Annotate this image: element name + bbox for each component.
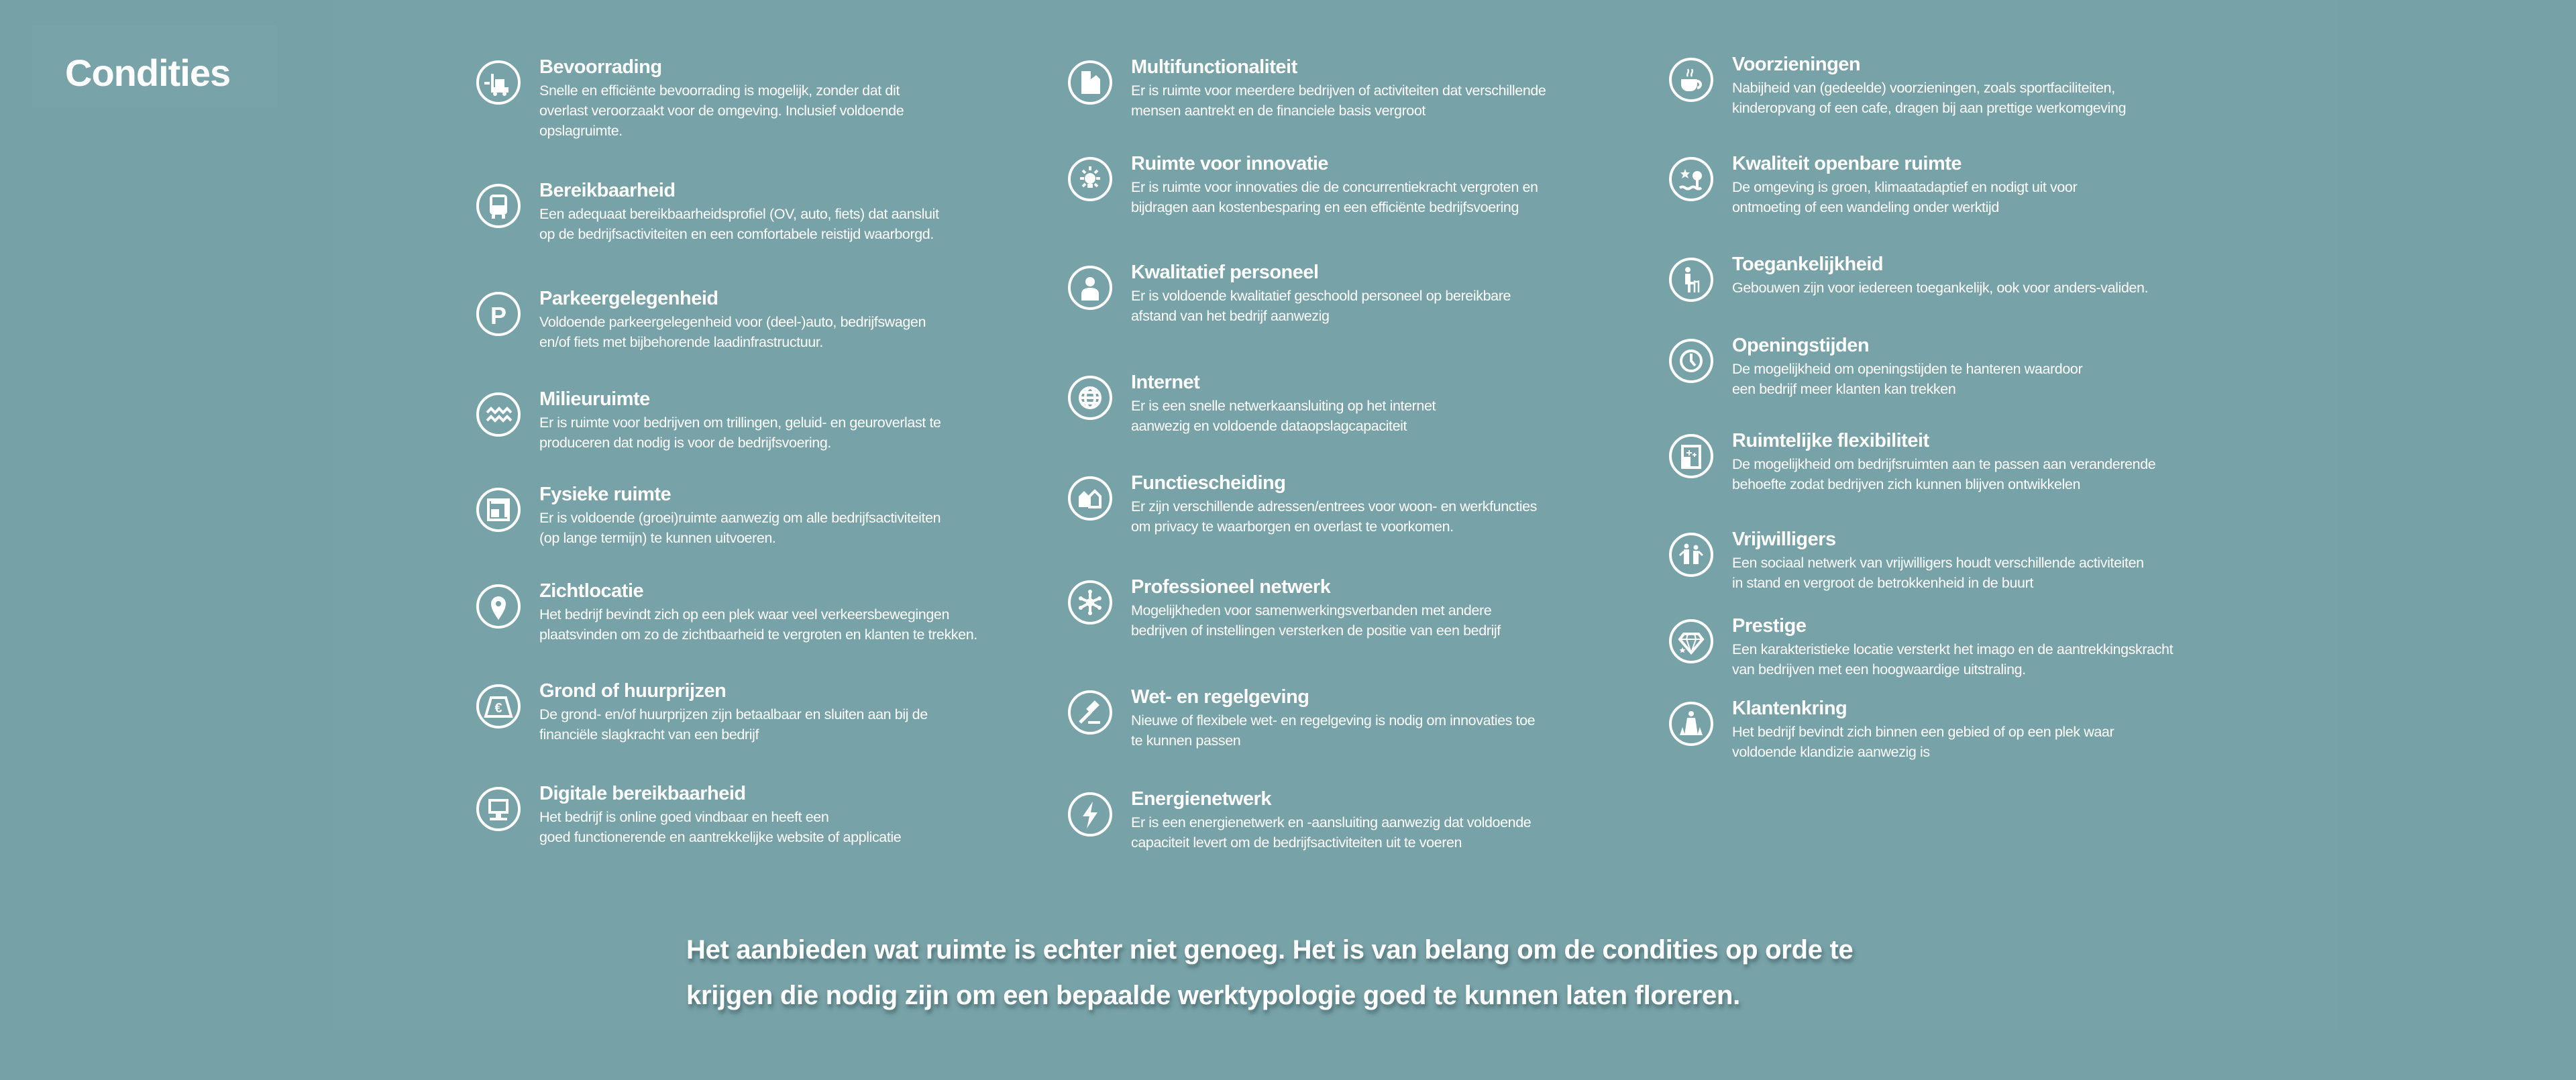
bus-icon — [475, 182, 522, 229]
condition-description: Het bedrijf bevindt zich op een plek waar veel verkeersbewegingen plaatsvinden om zo de zichtbaarheid te vergroten en klanten te trekken. — [539, 606, 977, 643]
condition-title: Voorzieningen — [1732, 54, 1861, 75]
condition-description: Voldoende parkeergelegenheid voor (deel-)auto, bedrijfswagen en/of fiets met bijbehorende laadinfrastructuur. — [539, 314, 926, 350]
condition-description: Er is ruimte voor meerdere bedrijven of activiteiten dat verschillende mensen aantrekt en de financiele basis vergroot — [1131, 83, 1546, 119]
condition-title: Kwaliteit openbare ruimte — [1732, 153, 1962, 174]
condition-description: Het bedrijf bevindt zich binnen een gebied of op een plek waar voldoende klandizie aanwezig is — [1732, 724, 2114, 760]
condition-description: Snelle en efficiënte bevoorrading is mogelijk, zonder dat dit overlast veroorzaakt voor de omgeving. Inclusief voldoende opslagruimte. — [539, 83, 904, 139]
svg-text:P: P — [490, 302, 507, 329]
condition-title: Bereikbaarheid — [539, 180, 676, 201]
condition-title: Wet- en regelgeving — [1131, 686, 1309, 708]
coffee-cup-icon — [1668, 56, 1715, 103]
network-icon — [1067, 579, 1114, 626]
condition-title: Professioneel netwerk — [1131, 576, 1331, 598]
condition-description: Er is voldoende (groei)ruimte aanwezig om alle bedrijfsactiviteiten (op lange termijn) te kunnen uitvoeren. — [539, 510, 941, 546]
condition-description: Nieuwe of flexibele wet- en regelgeving is nodig om innovaties toe te kunnen passen — [1131, 712, 1536, 749]
condition-description: Er is voldoende kwalitatief geschoold personeel op bereikbare afstand van het bedrijf aanwezig — [1131, 288, 1511, 324]
parking-icon — [475, 290, 522, 337]
buildings-icon — [1067, 59, 1114, 106]
condition-title: Grond of huurprijzen — [539, 680, 727, 702]
condition-title: Multifunctionaliteit — [1131, 56, 1297, 78]
people-icon — [1668, 531, 1715, 578]
page-title: Condities — [65, 52, 231, 94]
condition-description: Er is ruimte voor bedrijven om trillingen, geluid- en geuroverlast te produceren dat nodig is voor de bedrijfsvoering. — [539, 415, 941, 451]
condition-description: Er is een snelle netwerkaansluiting op het internet aanwezig en voldoende dataopslagcapaciteit — [1131, 398, 1436, 434]
condition-description: Een adequaat bereikbaarheidsprofiel (OV, auto, fiets) dat aansluit op de bedrijfsactiviteiten en een comfortabele reistijd waarborgd. — [539, 206, 939, 242]
euro-icon — [475, 683, 522, 730]
map-pin-icon — [475, 583, 522, 630]
park-icon — [1668, 156, 1715, 203]
condition-title: Klantenkring — [1732, 698, 1847, 719]
condition-description: Mogelijkheden voor samenwerkingsverbanden met andere bedrijven of instellingen versterken de positie van een bedrijf — [1131, 602, 1501, 639]
condition-description: De grond- en/of huurprijzen zijn betaalbaar en sluiten aan bij de financiële slagkracht van een bedrijf — [539, 706, 928, 743]
condition-title: Toegankelijkheid — [1732, 254, 1884, 275]
condition-description: Er is een energienetwerk en -aansluiting aanwezig dat voldoende capaciteit levert om de bedrijfsactiviteiten uit te voeren — [1131, 814, 1532, 851]
globe-icon — [1067, 374, 1114, 421]
condition-description: De mogelijkheid om openingstijden te hanteren waardoor een bedrijf meer klanten kan trekken — [1732, 361, 2083, 397]
condition-title: Energienetwerk — [1131, 788, 1271, 810]
diamond-icon — [1668, 618, 1715, 665]
condition-title: Digitale bereikbaarheid — [539, 783, 746, 804]
condition-title: Milieuruimte — [539, 388, 650, 410]
gavel-icon — [1067, 689, 1114, 736]
condition-description: Nabijheid van (gedeelde) voorzieningen, zoals sportfaciliteiten, kinderopvang of een cafe, dragen bij aan prettige werkomgeving — [1732, 80, 2127, 116]
floorplan-icon — [475, 486, 522, 533]
clock-icon — [1668, 337, 1715, 384]
closing-statement: Het aanbieden wat ruimte is echter niet genoeg. Het is van belang om de condities op orde te krijgen die nodig zijn om een bepaalde werktypologie goed te kunnen laten floreren. — [686, 935, 1854, 1010]
shopper-icon — [1668, 700, 1715, 747]
condition-title: Bevoorrading — [539, 56, 662, 78]
condition-description: Een sociaal netwerk van vrijwilligers houdt verschillende activiteiten in stand en vergroot de betrokkenheid in de buurt — [1732, 555, 2144, 591]
condition-description: Gebouwen zijn voor iedereen toegankelijk, ook voor anders-validen. — [1732, 280, 2149, 296]
expand-building-icon — [1668, 433, 1715, 480]
forklift-icon — [475, 59, 522, 106]
condition-title: Prestige — [1732, 615, 1807, 637]
condition-description: Een karakteristieke locatie versterkt het imago en de aantrekkingskracht van bedrijven met een hoogwaardige uitstraling. — [1732, 641, 2174, 678]
condition-description: De omgeving is groen, klimaatadaptief en nodigt uit voor ontmoeting of een wandeling onder werktijd — [1732, 179, 2078, 215]
condition-title: Kwalitatief personeel — [1131, 262, 1319, 283]
condition-title: Openingstijden — [1732, 335, 1870, 356]
condition-title: Vrijwilligers — [1732, 529, 1836, 550]
condition-title: Functiescheiding — [1131, 472, 1286, 494]
condition-description: De mogelijkheid om bedrijfsruimten aan te passen aan veranderende behoefte zodat bedrijven zich kunnen blijven ontwikkelen — [1732, 456, 2156, 492]
condition-title: Zichtlocatie — [539, 580, 644, 602]
condition-title: Fysieke ruimte — [539, 484, 672, 505]
houses-icon — [1067, 475, 1114, 522]
lightbulb-icon — [1067, 156, 1114, 203]
lightning-icon — [1067, 791, 1114, 838]
condition-description: Er is ruimte voor innovaties die de concurrentiekracht vergroten en bijdragen aan kostenbesparing en een efficiënte bedrijfsvoering — [1131, 179, 1538, 215]
person-icon — [1067, 264, 1114, 311]
condition-title: Parkeergelegenheid — [539, 288, 718, 309]
condition-title: Ruimte voor innovatie — [1131, 153, 1329, 174]
condition-description: Het bedrijf is online goed vindbaar en heeft een goed functionerende en aantrekkelijke website of applicatie — [539, 809, 902, 845]
condition-title: Ruimtelijke flexibiliteit — [1732, 430, 1929, 451]
walker-icon — [1668, 256, 1715, 303]
computer-icon — [475, 786, 522, 832]
svg-text:€: € — [494, 701, 502, 716]
waves-icon — [475, 391, 522, 438]
condition-description: Er zijn verschillende adressen/entrees voor woon- en werkfuncties om privacy te waarborgen en overlast te voorkomen. — [1131, 498, 1537, 535]
condition-title: Internet — [1131, 372, 1200, 393]
